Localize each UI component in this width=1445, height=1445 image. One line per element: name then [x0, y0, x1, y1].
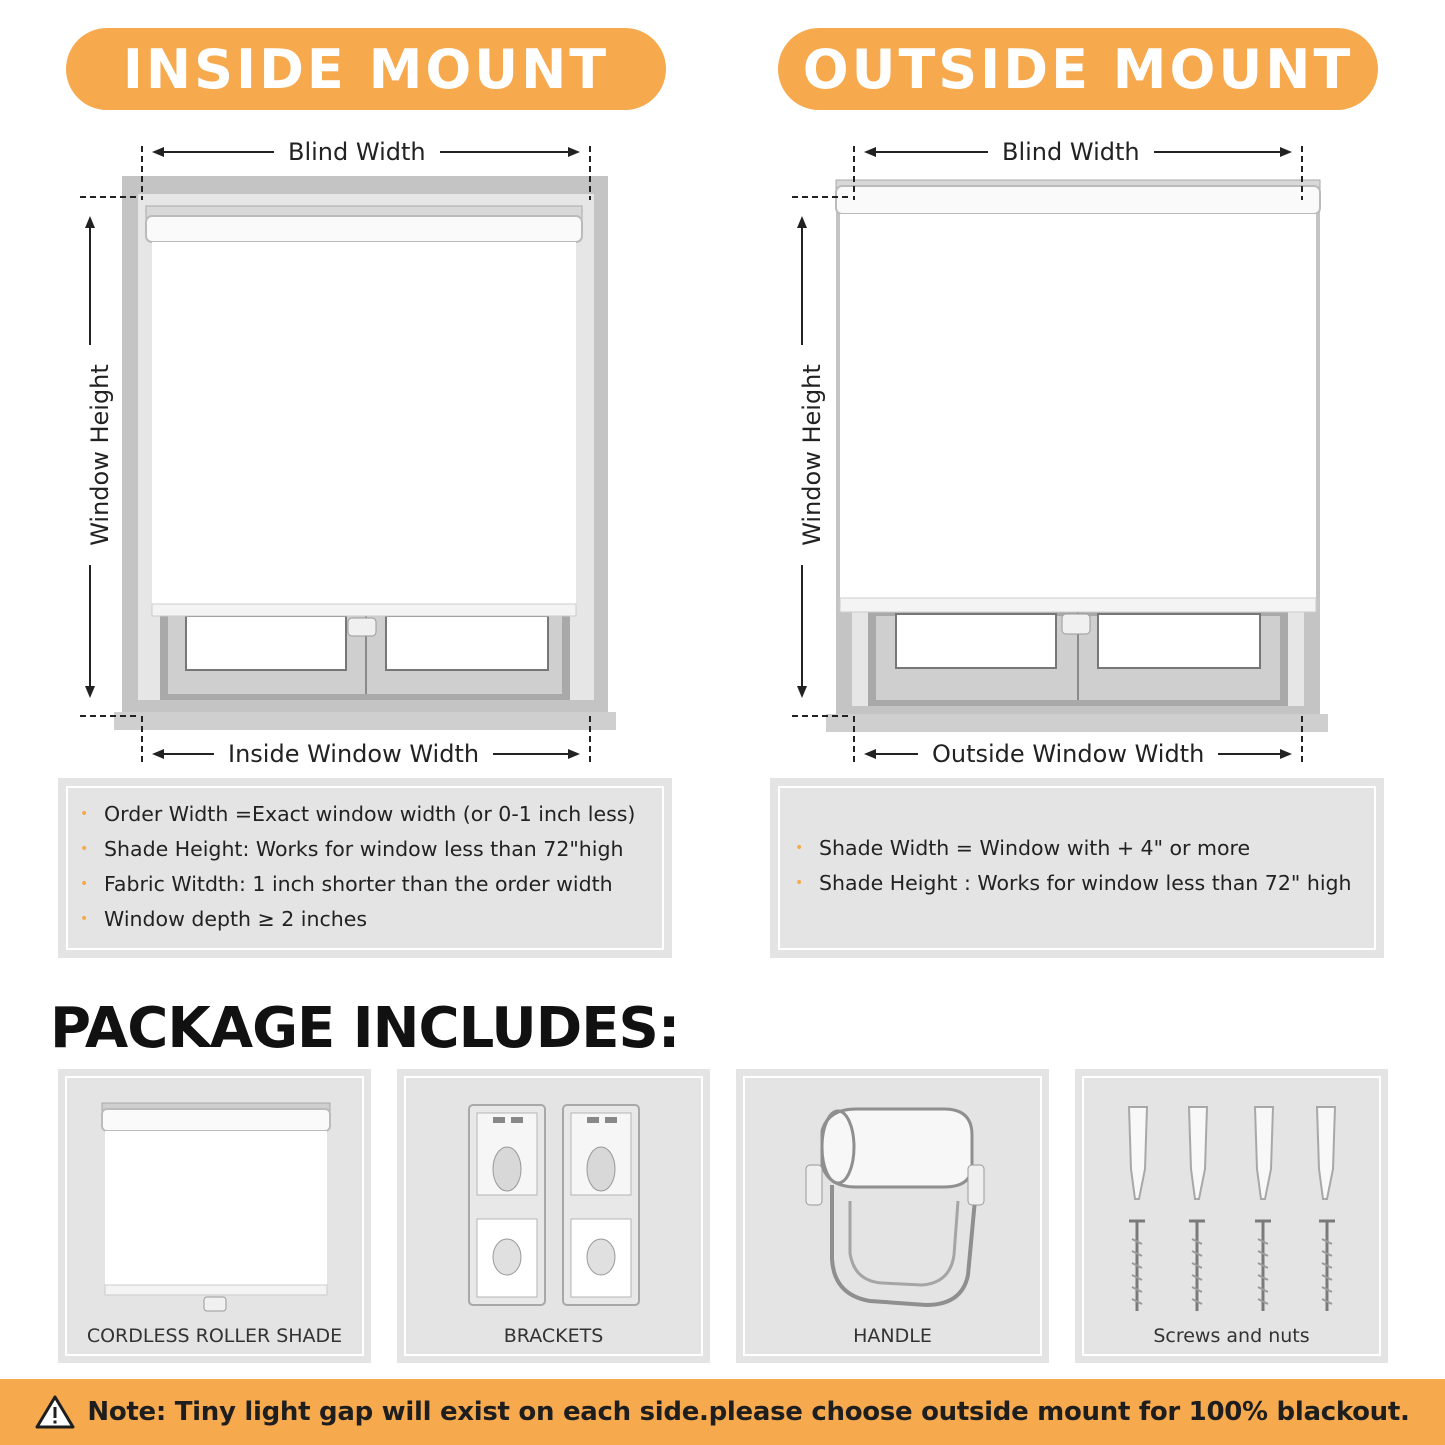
outside-info-box — [770, 778, 1384, 958]
inside-bullet: • Window depth ≥ 2 inches — [70, 902, 635, 937]
inside-window-height-label: Window Height — [85, 345, 115, 565]
package-item-label: BRACKETS — [503, 1325, 604, 1347]
inside-mount-title: INSIDE MOUNT — [66, 28, 666, 110]
package-card-handle — [736, 1069, 1049, 1363]
roller-shade-icon — [58, 1069, 371, 1363]
outside-mount-title: OUTSIDE MOUNT — [778, 28, 1378, 110]
package-title: PACKAGE INCLUDES: — [50, 996, 680, 1061]
package-card-screws — [1075, 1069, 1388, 1363]
inside-bullet: • Fabric Witdth: 1 inch shorter than the order width — [70, 867, 635, 902]
inside-bullet: • Order Width =Exact window width (or 0-1 inch less) — [70, 797, 635, 832]
package-item-label: HANDLE — [853, 1325, 932, 1347]
inside-window-width-label: Inside Window Width — [214, 739, 493, 769]
outside-bullet-list — [785, 831, 1352, 901]
outside-window-width-label: Outside Window Width — [918, 739, 1218, 769]
package-card-roller-shade — [58, 1069, 371, 1363]
outside-bullet: • Shade Height : Works for window less than 72" high — [785, 866, 1352, 901]
handle-icon — [736, 1069, 1049, 1363]
package-card-brackets — [397, 1069, 710, 1363]
brackets-icon — [397, 1069, 710, 1363]
warning-icon — [35, 1394, 75, 1430]
note-text: Note: Tiny light gap will exist on each side.please choose outside mount for 100% blackout. — [87, 1397, 1410, 1427]
outside-window-height-label: Window Height — [797, 345, 827, 565]
inside-info-box — [58, 778, 672, 958]
outside-blind-width-label: Blind Width — [988, 137, 1154, 167]
note-bar — [0, 1379, 1445, 1445]
outside-mount-diagram — [722, 130, 1445, 775]
inside-bullet-list — [70, 797, 635, 937]
inside-blind-width-label: Blind Width — [274, 137, 440, 167]
outside-bullet: • Shade Width = Window with + 4" or more — [785, 831, 1352, 866]
package-item-label: Screws and nuts — [1153, 1325, 1310, 1347]
package-item-label: CORDLESS ROLLER SHADE — [86, 1325, 343, 1347]
screws-icon — [1075, 1069, 1388, 1363]
inside-bullet: • Shade Height: Works for window less than 72"high — [70, 832, 635, 867]
